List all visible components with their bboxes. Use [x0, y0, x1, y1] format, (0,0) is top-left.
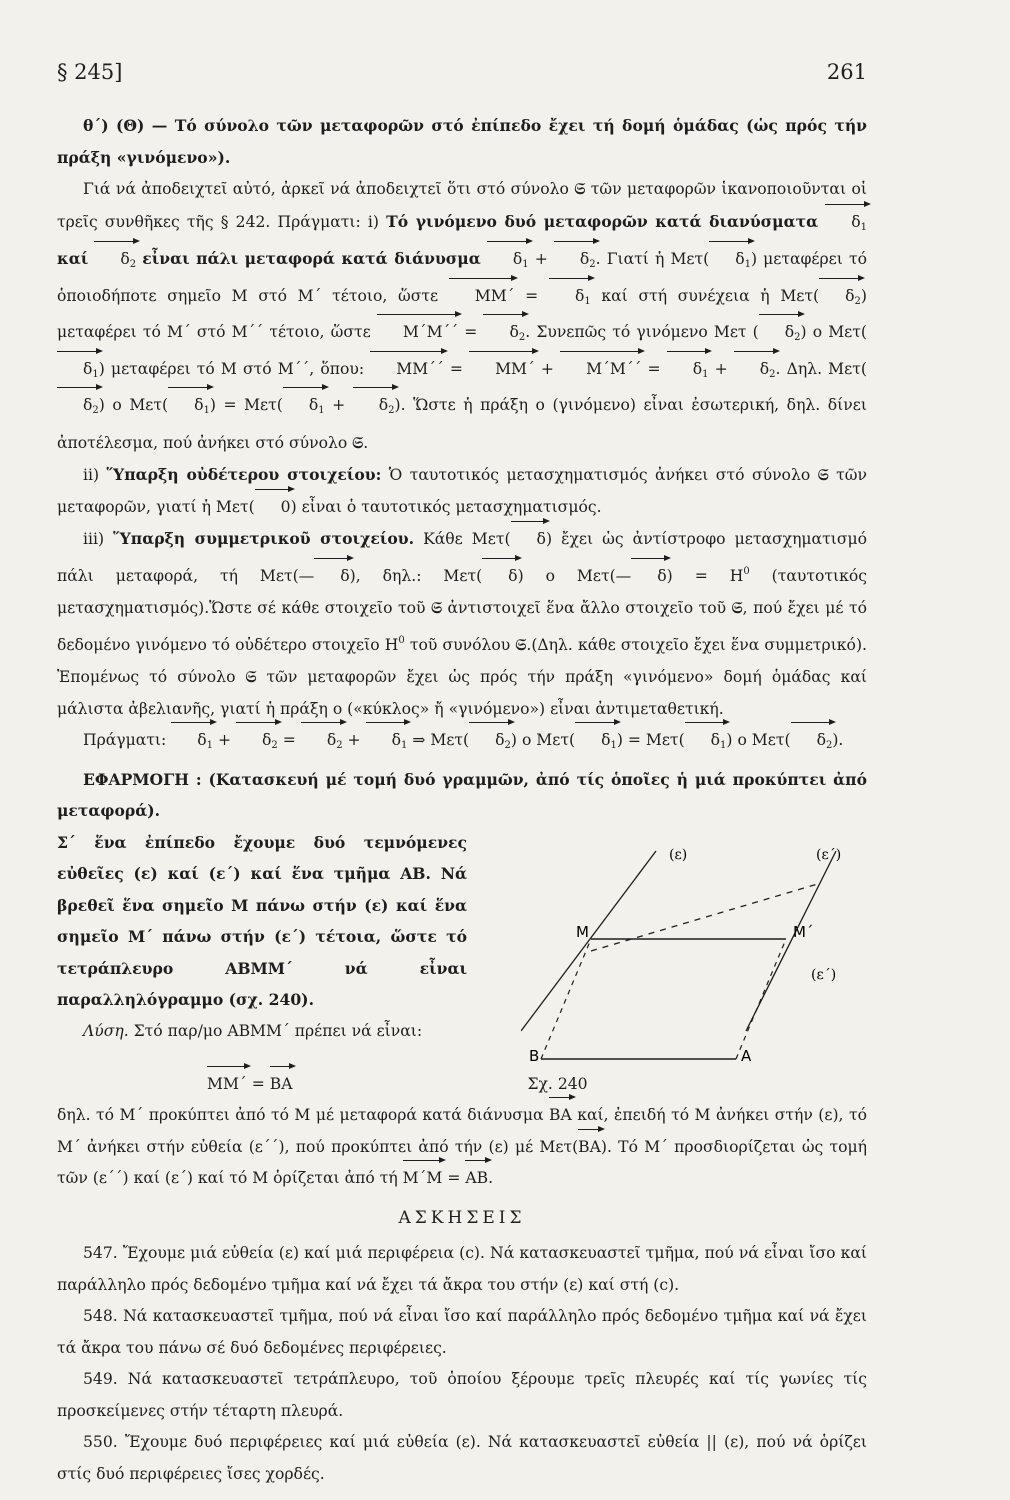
side-BM: [541, 939, 591, 1059]
exercise-550: 550. Ἔχουμε δυό περιφέρειες καί μιά εὐθεία (ε). Νά κατασκευαστεῖ εὐθεία || (ε), πού νά ὁρίζει στίς δυό περιφέρειες ἴσες χορδές.: [57, 1433, 867, 1483]
theta-lead: θ΄) (Θ) — Τό σύνολο τῶν μεταφορῶν στό ἐπίπεδο ἔχει τή δομή ὁμάδας (ὡς πρός τήν πράξη «γινόμενο»).: [57, 116, 867, 167]
line-e-prime: [746, 851, 836, 1031]
label-M-prime: Μ΄: [793, 922, 814, 941]
item-neutral: ii) Ὕπαρξη οὐδέτερου στοιχείου: Ὁ ταυτοτικός μετασχηματισμός ἀνήκει στό σύνολο 𝔖 τῶν μεταφορῶν, γιατί ἡ Μετ( 0) εἶναι ὁ ταυτοτικός μετασχηματισμός.: [57, 459, 867, 523]
page-body: [57, 110, 867, 1490]
label-B: Β: [529, 1046, 540, 1064]
application-lead: ΕΦΑΡΜΟΓΗ : (Κατασκευή μέ τομή δυό γραμμῶν, ἀπό τίς ὁποῖες ἡ μιά προκύπτει ἀπό μεταφορά).: [57, 769, 867, 820]
equation-mm-ba: ΜΜ΄ = ΒΑ Σχ. 240: [207, 1069, 867, 1101]
application-conclusion: δηλ. τό Μ΄ προκύπτει ἀπό τό Μ μέ μεταφορά κατά διάνυσμα ΒΑ καί, ἐπειδή τό Μ ἀνήκει στήν (ε), τό Μ΄ ἀνήκει στήν εὐθεία (ε΄΄), πού προκύπτει ἀπό τήν (ε) μέ Μετ(ΒΑ). Τό Μ΄ προσδιορίζεται ὡς τομή τῶν (ε΄΄) καί (ε΄) καί τό Μ ὁρίζεται ἀπό τή Μ΄Μ = ΑΒ.: [57, 1100, 867, 1195]
exercises-heading: ΑΣΚΗΣΕΙΣ: [398, 1207, 526, 1228]
side-AM-prime: [736, 939, 786, 1059]
exercise-547: 547. Ἔχουμε μιά εὐθεία (ε) καί μιά περιφέρεια (c). Νά κατασκευαστεῖ τμῆμα, πού νά εἶναι ἴσο καί παράλληλο πρός δεδομένο τμῆμα καί νά ἔχει τά ἄκρα του στήν (ε) καί στή (c).: [57, 1244, 867, 1294]
label-e-prime-top: (ε΄): [816, 846, 842, 863]
line-e: [521, 851, 656, 1031]
page-header: [57, 60, 867, 90]
exercise-549: 549. Νά κατασκευαστεῖ τετράπλευρο, τοῦ ὁποίου ξέρουμε τρεῖς πλευρές καί τίς γωνίες τίς προσκείμενες στήν τέταρτη πλευρά.: [57, 1370, 867, 1420]
label-e: (ε): [669, 846, 688, 863]
page-number: 261: [826, 60, 867, 84]
figure-caption: Σχ. 240: [527, 1074, 588, 1093]
exercise-548: 548. Νά κατασκευαστεῖ τμῆμα, πού νά εἶναι ἴσο καί παράλληλο πρός δεδομένο τμῆμα καί νά ἔχει τά ἄκρα του πάνω σέ δυό δεδομένες περιφέρειες.: [57, 1307, 867, 1357]
application-text: Σ΄ ἕνα ἐπίπεδο ἔχουμε δυό τεμνόμενες εὐθεῖες (ε) καί (ε΄) καί ἕνα τμῆμα ΑΒ. Νά βρεθεῖ ἕνα σημεῖο Μ πάνω στήν (ε) καί ἕνα σημεῖο Μ΄ πάνω στήν (ε΄) τέτοια, ὥστε τό τετράπλευρο ΑΒΜΜ΄ νά εἶναι παραλληλόγραμμο (σχ. 240).: [57, 832, 467, 1009]
label-A: Α: [741, 1046, 752, 1064]
item-inverse: iii) Ὕπαρξη συμμετρικοῦ στοιχείου. Κάθε Μετ( δ) ἔχει ὡς ἀντίστροφο μετασχηματισμό πάλι μεταφορά, τή Μετ(— δ), δηλ.: Μετ( δ) ο Μετ(— $\delta) = H^0$ (ταυτοτικός μετασχηματισμός).Ὥστε σέ κάθε στοιχεῖο τοῦ 𝔖 ἀντιστοιχεῖ ἕνα ἄλλο στοιχεῖο τοῦ 𝔖, πού ἔχει μέ τό δεδομένο γινόμενο τό οὐδέτερο στοιχεῖο $H^0$ τοῦ συνόλου 𝔖.(Δηλ. κάθε στοιχεῖο ἔχει ἕνα συμμετρικό). Ἐπομένως τό σύνολο 𝔖 τῶν μεταφορῶν ἔχει ὡς πρός τήν πράξη «γινόμενο» δομή ὁμάδας καί μάλιστα ἀβελιανῆς, γιατί ἡ πράξη ο («κύκλος» ἤ «γινόμενο») εἶναι ἀντιμεταθετική.: [57, 523, 867, 725]
application-block: [57, 827, 867, 1067]
line-e-double-prime: [591, 883, 821, 951]
label-e-prime-side: (ε΄): [811, 966, 837, 983]
solution: Λύση. Στό παρ/μο ΑΒΜΜ΄ πρέπει νά εἶναι:: [83, 1021, 423, 1040]
figure-240: [521, 839, 851, 1064]
proof-line: Πράγματι: $\delta_1 + \delta_2 = \delta_2 + \delta_1$ ⇒ Μετ( $\delta_2$) ο Μετ( $\delta_1) = M\varepsilon\tau$( $\delta_1$) ο Μετ( $\delta_2$).: [57, 725, 867, 762]
label-M: Μ: [576, 922, 589, 941]
theta-paragraph: Γιά νά ἀποδειχτεῖ αὐτό, ἀρκεῖ νά ἀποδειχτεῖ ὅτι στό σύνολο 𝔖 τῶν μεταφορῶν ἱκανοποιοῦνται οἱ τρεῖς συνθῆκες τῆς § 242. Πράγματι: i) Τό γινόμενο δυό μεταφορῶν κατά διανύσματα $\delta_1$ καί $\delta_2$ εἶναι πάλι μεταφορά κατά διάνυσμα $\delta_1 + \delta_2$. Γιατί ἡ Μετ( $\delta_1$) μεταφέρει τό ὁποιοδήποτε σημεῖο Μ στό Μ΄ τέτοιο, ὥστε $MM΄ = \delta_1$ καί στή συνέχεια ἡ Μετ( $\delta_2$) μεταφέρει τό Μ΄ στό Μ΄΄ τέτοιο, ὥστε $M΄M΄΄ = \delta_2$. Συνεπῶς τό γινόμενο Μετ ( $\delta_2$) ο $M\varepsilon\tau(\delta_1)$ μεταφέρει τό Μ στό Μ΄΄, ὅπου: $MM΄΄ = MM΄ + M΄M΄΄ = \delta_1 + \delta_2$. Δηλ. $M\varepsilon\tau(\delta_2)$ ο Μετ( $\delta_1) = M\varepsilon\tau$( $\delta_1 + \delta_2$). Ὥστε ἡ πράξη ο (γινόμενο) εἶναι ἐσωτερική, δηλ. δίνει ἀποτέλεσμα, πού ἀνήκει στό σύνολο 𝔖.: [57, 179, 867, 452]
section-ref: § 245]: [57, 60, 123, 84]
